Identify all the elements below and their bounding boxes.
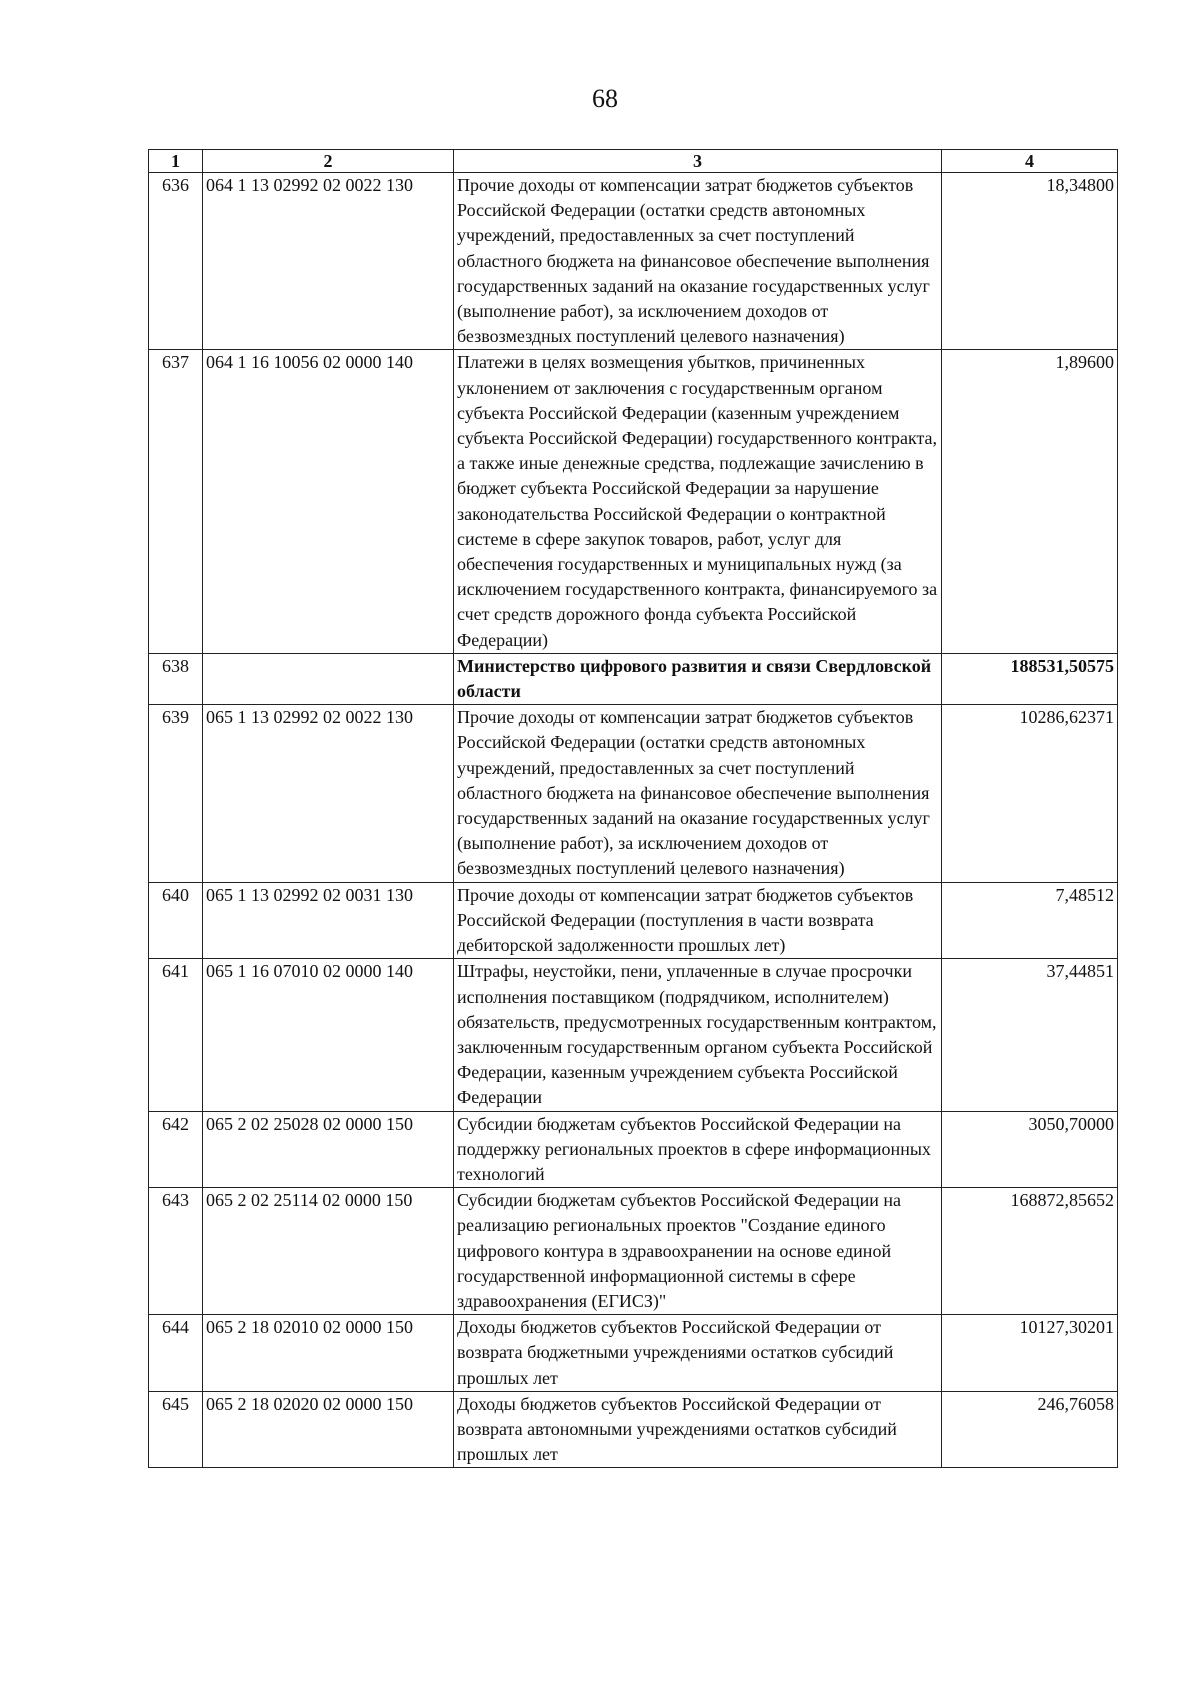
amount: 37,44851 [942,959,1118,1111]
amount: 10127,30201 [942,1315,1118,1392]
row-number: 638 [149,653,203,704]
row-number: 637 [149,350,203,653]
budget-code: 065 1 16 07010 02 0000 140 [203,959,454,1111]
budget-code: 064 1 13 02992 02 0022 130 [203,173,454,350]
table-row [149,1315,1118,1392]
ministry-total-amount: 188531,50575 [942,653,1118,704]
budget-code: 064 1 16 10056 02 0000 140 [203,350,454,653]
column-header: 2 [203,150,454,173]
table-row [149,959,1118,1111]
budget-code: 065 2 02 25114 02 0000 150 [203,1188,454,1315]
ministry-title: Министерство цифрового развития и связи Свердловской области [454,653,942,704]
revenue-description: Штрафы, неустойки, пени, уплаченные в случае просрочки исполнения поставщиком (подрядчиком, исполнителем) обязательств, предусмотренных государственным контрактом, заключенным государственным органом субъекта Российской Федерации, казенным учреждением субъекта Российской Федерации [454,959,942,1111]
amount: 1,89600 [942,350,1118,653]
row-number: 645 [149,1391,203,1468]
revenue-description: Платежи в целях возмещения убытков, причиненных уклонением от заключения с государственным органом субъекта Российской Федерации (казенным учреждением субъекта Российской Федерации) государственного контракта, а также иные денежные средства, подлежащие зачислению в бюджет субъекта Российской Федерации за нарушение законодательства Российской Федерации о контрактной системе в сфере закупок товаров, работ, услуг для обеспечения государственных и муниципальных нужд (за исключением государственного контракта, финансируемого за счет средств дорожного фонда субъекта Российской Федерации) [454,350,942,653]
amount: 3050,70000 [942,1111,1118,1188]
table-row [149,350,1118,653]
budget-code: 065 1 13 02992 02 0022 130 [203,705,454,882]
row-number: 641 [149,959,203,1111]
row-number: 643 [149,1188,203,1315]
budget-code: 065 1 13 02992 02 0031 130 [203,882,454,959]
revenue-description: Прочие доходы от компенсации затрат бюджетов субъектов Российской Федерации (остатки средств автономных учреждений, предоставленных за счет поступлений областного бюджета на финансовое обеспечение выполнения государственных заданий на оказание государственных услуг (выполнение работ), за исключением доходов от безвозмездных поступлений целевого назначения) [454,705,942,882]
amount: 18,34800 [942,173,1118,350]
table-row-ministry-heading [149,653,1118,704]
budget-code: 065 2 02 25028 02 0000 150 [203,1111,454,1188]
amount: 246,76058 [942,1391,1118,1468]
table-row [149,1391,1118,1468]
table-row [149,882,1118,959]
row-number: 644 [149,1315,203,1392]
revenue-description: Субсидии бюджетам субъектов Российской Федерации на реализацию региональных проектов "Создание единого цифрового контура в здравоохранении на основе единой государственной информационной системы в сфере здравоохранения (ЕГИСЗ)" [454,1188,942,1315]
budget-code [203,653,454,704]
page-number: 68 [592,84,618,113]
row-number: 636 [149,173,203,350]
row-number: 640 [149,882,203,959]
column-header: 3 [454,150,942,173]
budget-code: 065 2 18 02020 02 0000 150 [203,1391,454,1468]
column-header: 4 [942,150,1118,173]
amount: 7,48512 [942,882,1118,959]
table-header-row [149,150,1118,173]
table-row [149,173,1118,350]
row-number: 642 [149,1111,203,1188]
revenue-description: Доходы бюджетов субъектов Российской Федерации от возврата бюджетными учреждениями остатков субсидий прошлых лет [454,1315,942,1392]
table-row [149,1111,1118,1188]
amount: 168872,85652 [942,1188,1118,1315]
budget-revenue-table [148,149,1118,1468]
revenue-description: Прочие доходы от компенсации затрат бюджетов субъектов Российской Федерации (поступления в части возврата дебиторской задолженности прошлых лет) [454,882,942,959]
table-row [149,1188,1118,1315]
table-row [149,705,1118,882]
revenue-description: Доходы бюджетов субъектов Российской Федерации от возврата автономными учреждениями остатков субсидий прошлых лет [454,1391,942,1468]
revenue-description: Прочие доходы от компенсации затрат бюджетов субъектов Российской Федерации (остатки средств автономных учреждений, предоставленных за счет поступлений областного бюджета на финансовое обеспечение выполнения государственных заданий на оказание государственных услуг (выполнение работ), за исключением доходов от безвозмездных поступлений целевого назначения) [454,173,942,350]
column-header: 1 [149,150,203,173]
budget-code: 065 2 18 02010 02 0000 150 [203,1315,454,1392]
revenue-description: Субсидии бюджетам субъектов Российской Федерации на поддержку региональных проектов в сфере информационных технологий [454,1111,942,1188]
row-number: 639 [149,705,203,882]
amount: 10286,62371 [942,705,1118,882]
